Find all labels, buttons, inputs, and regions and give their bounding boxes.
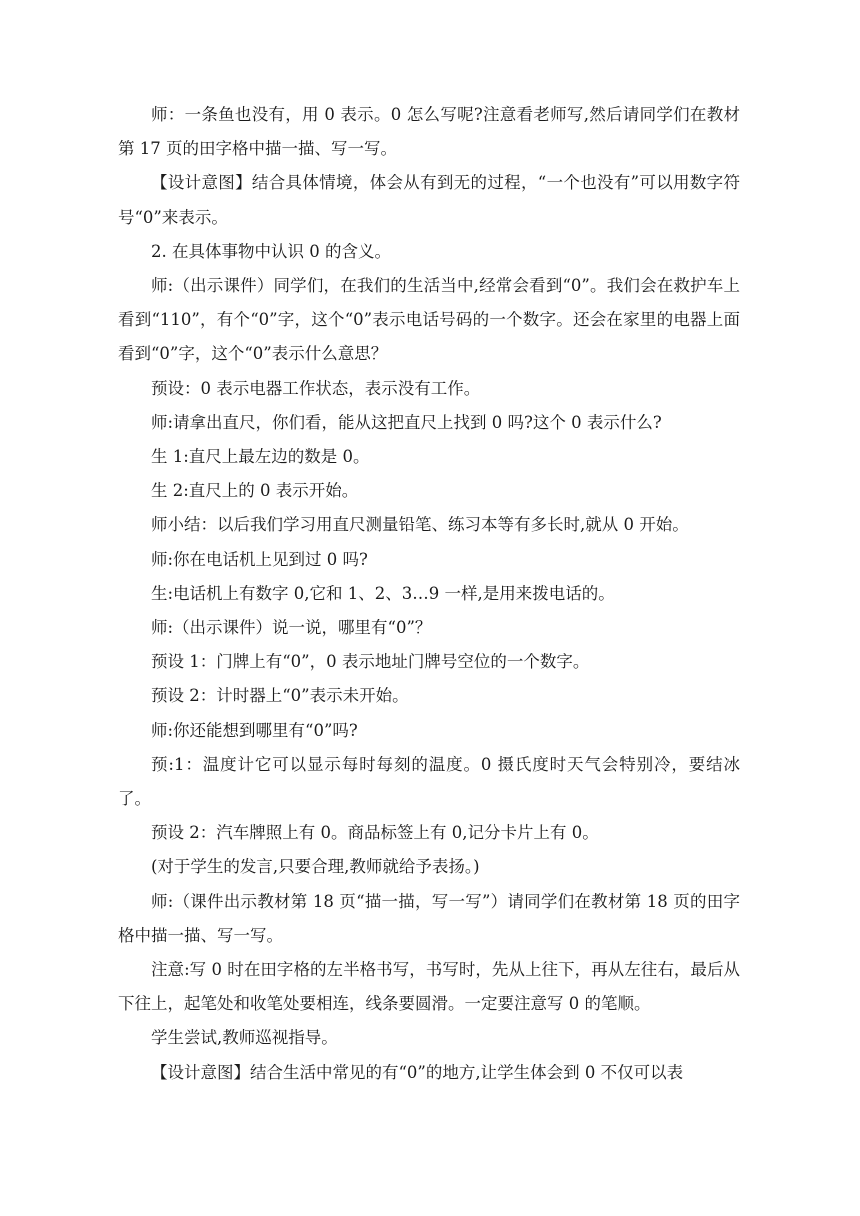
- paragraph: 【设计意图】结合具体情境，体会从有到无的过程，“一个也没有”可以用数字符号“0”来表示。: [118, 173, 740, 227]
- paragraph: 预:1：温度计它可以显示每时每刻的温度。0 摄氏度时天气会特别冷，要结冰了。: [118, 754, 740, 809]
- paragraph: 学生尝试,教师巡视指导。: [151, 1028, 338, 1048]
- paragraph: 师:（出示课件）说一说，哪里有“0”？: [151, 618, 432, 638]
- paragraph: (对于学生的发言,只要合理,教师就给予表扬。): [151, 857, 480, 877]
- paragraph: 师:你还能想到哪里有“0”吗?: [151, 720, 358, 740]
- paragraph: 注意:写 0 时在田字格的左半格书写，书写时，先从上往下，再从左往右，最后从下往上，起笔处和收笔处要相连，线条要圆滑。一定要注意写 0 的笔顺。: [118, 960, 740, 1014]
- paragraph: 生:电话机上有数字 0,它和 1、2、3…9 一样,是用来拨电话的。: [151, 583, 615, 603]
- paragraph: 生 2:直尺上的 0 表示开始。: [151, 481, 359, 501]
- paragraph: 师:（课件出示教材第 18 页“描一描，写一写”）请同学们在教材第 18 页的田字格中描一描、写一写。: [118, 891, 740, 945]
- paragraph: 师：一条鱼也没有，用 0 表示。0 怎么写呢?注意看老师写,然后请同学们在教材第 17 页的田字格中描一描、写一写。: [118, 105, 740, 159]
- paragraph: 师小结：以后我们学习用直尺测量铅笔、练习本等有多长时,就从 0 开始。: [151, 515, 689, 535]
- paragraph: 预设：0 表示电器工作状态，表示没有工作。: [151, 378, 481, 398]
- paragraph: 师:（出示课件）同学们，在我们的生活当中,经常会看到“0”。我们会在救护车上看到“110”，有个“0”字，这个“0”表示电话号码的一个数字。还会在家里的电器上面看到“0”字，这个“0”表示什么意思？: [118, 276, 740, 364]
- paragraph: 预设 2：计时器上“0”表示未开始。: [151, 686, 409, 706]
- paragraph: 预设 1：门牌上有“0”，0 表示地址门牌号空位的一个数字。: [151, 652, 590, 672]
- paragraph: 师:你在电话机上见到过 0 吗?: [151, 549, 368, 569]
- document-body: [118, 98, 740, 1090]
- paragraph: 生 1:直尺上最左边的数是 0。: [151, 447, 370, 467]
- paragraph: 师:请拿出直尺，你们看，能从这把直尺上找到 0 吗?这个 0 表示什么?: [151, 412, 662, 432]
- paragraph: 2. 在具体事物中认识 0 的含义。: [151, 241, 391, 261]
- paragraph: 预设 2：汽车牌照上有 0。商品标签上有 0,记分卡片上有 0。: [151, 823, 599, 843]
- paragraph: 【设计意图】结合生活中常见的有“0”的地方,让学生体会到 0 不仅可以表: [151, 1062, 684, 1082]
